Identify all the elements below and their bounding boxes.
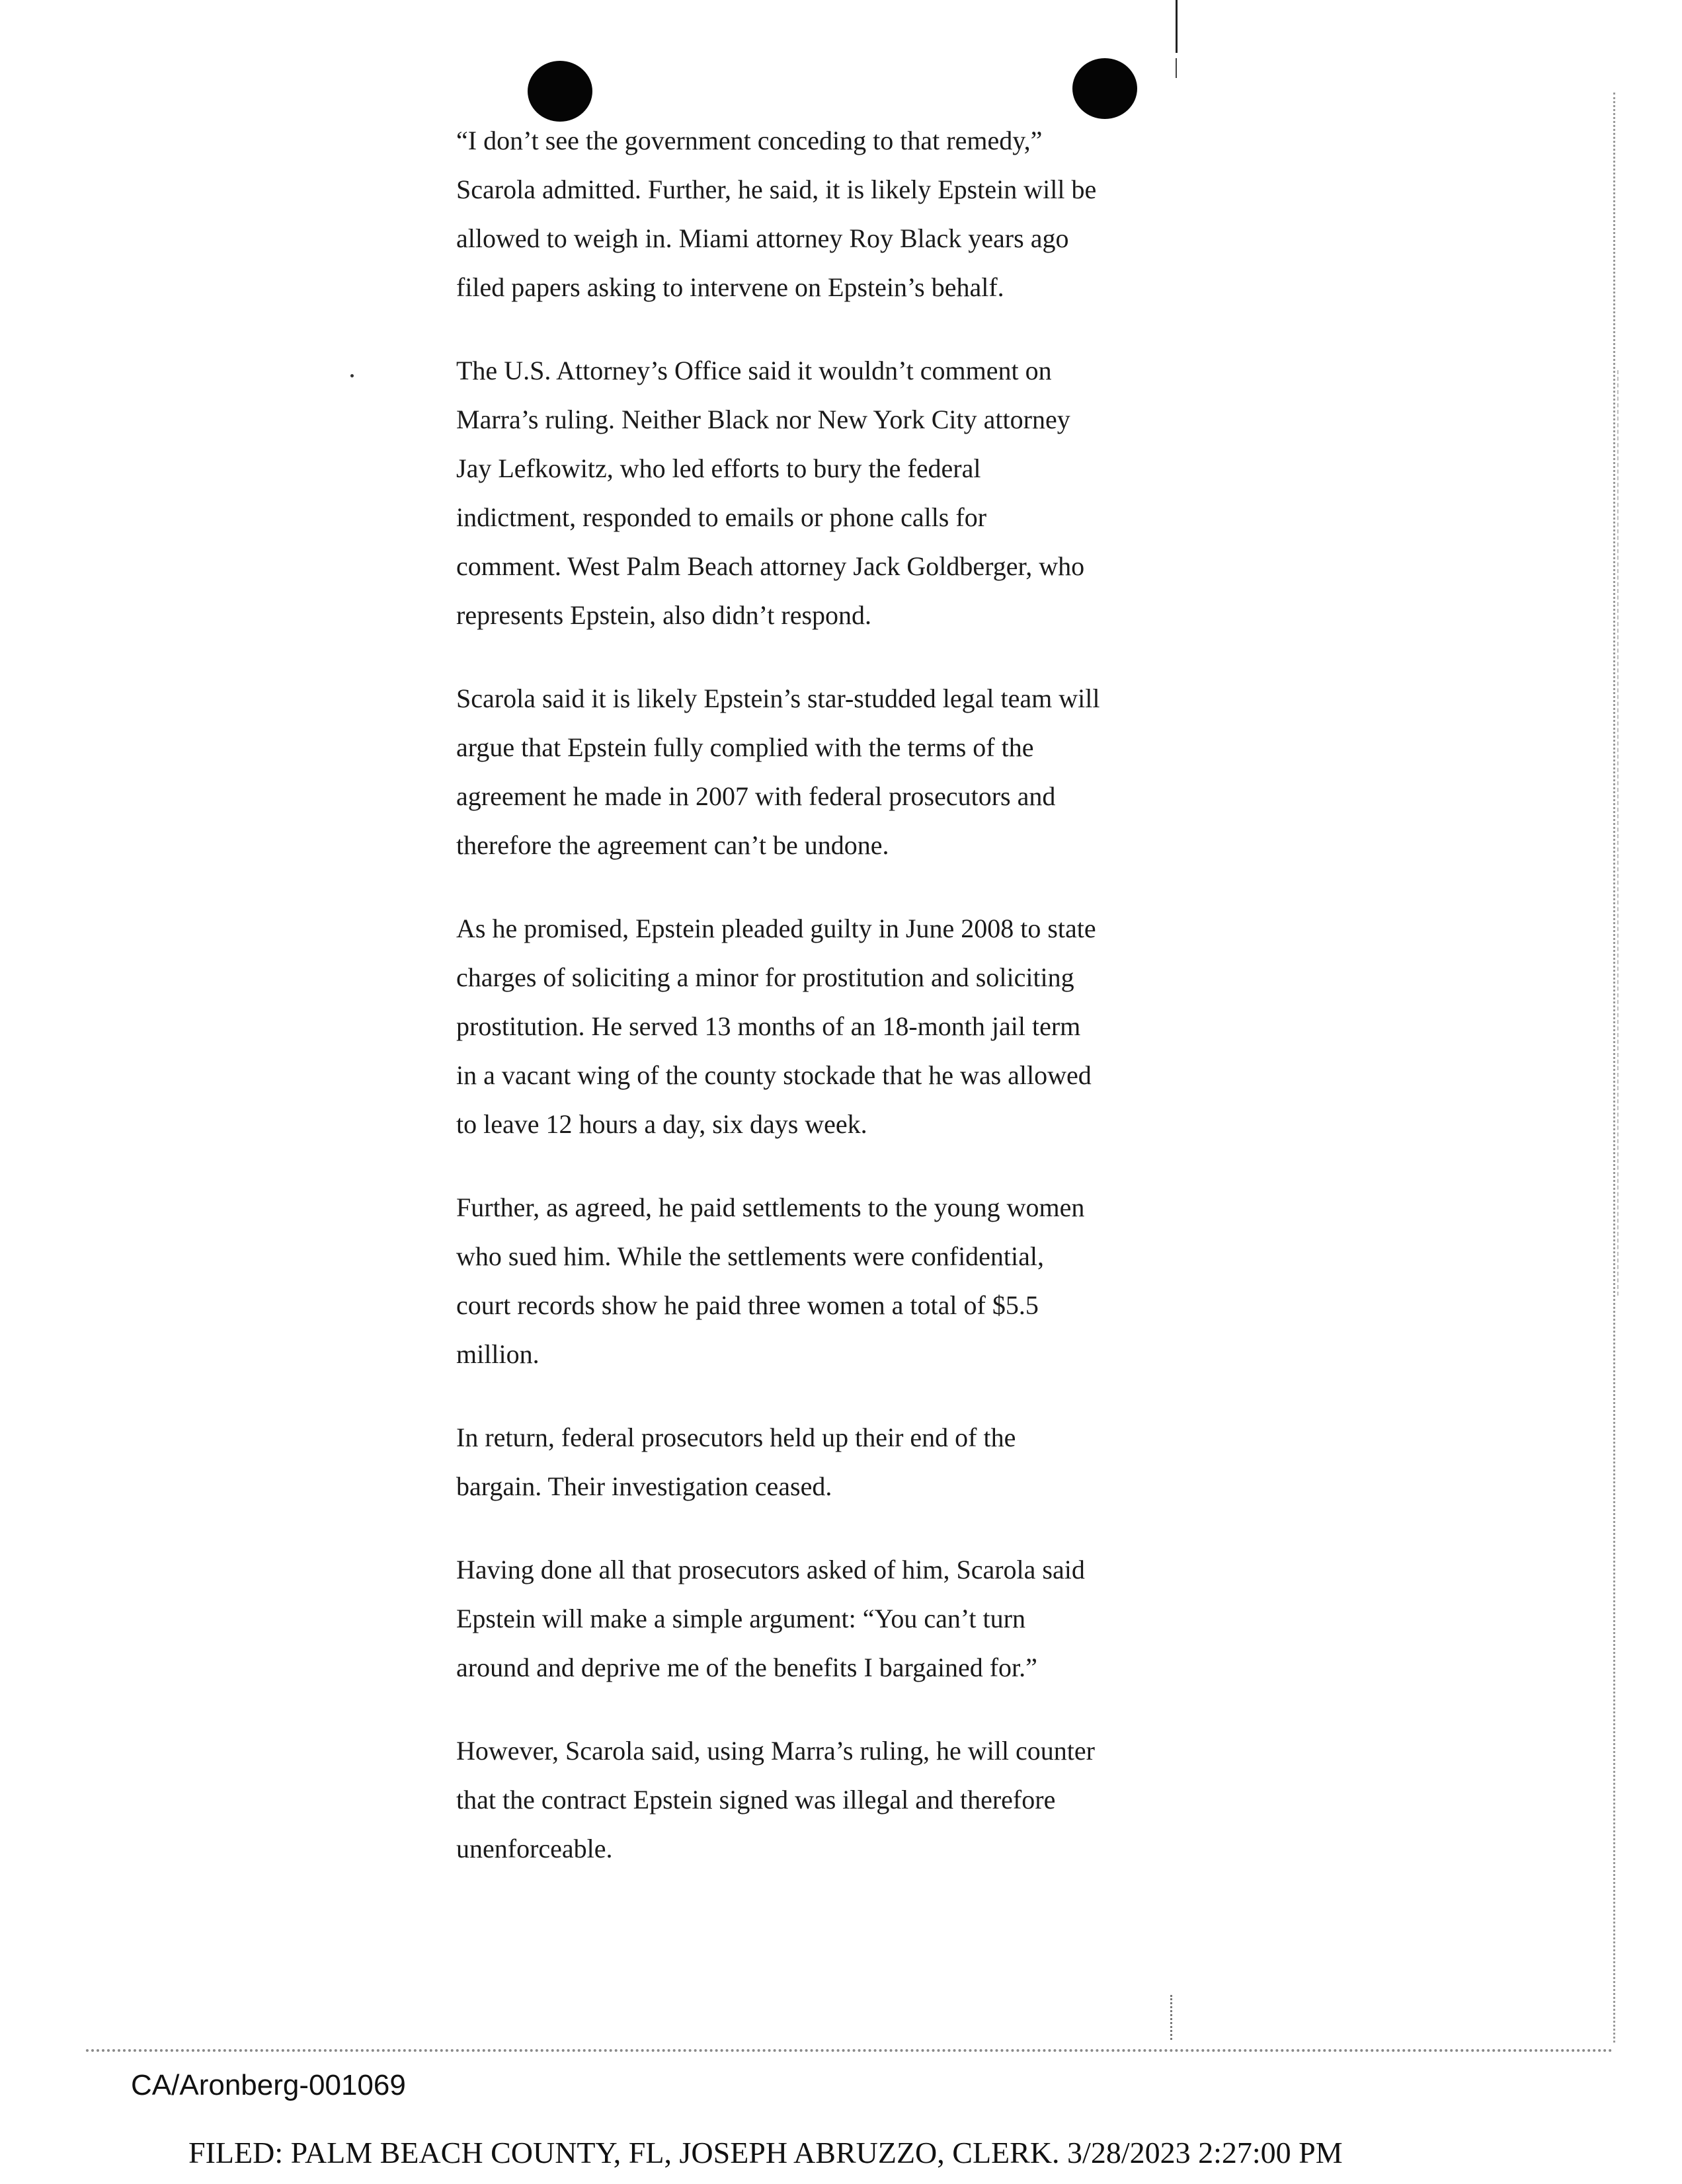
- punch-hole-right: [1072, 58, 1137, 119]
- article-body: [456, 116, 1250, 1908]
- paragraph-8: However, Scarola said, using Marra’s ruling, he will counter that the contract Epstein signed was illegal and therefore unenforceable.: [456, 1736, 1095, 1863]
- paragraph-3: Scarola said it is likely Epstein’s star-studded legal team will argue that Epstein fully complied with the terms of the agreement he made in 2007 with federal prosecutors and therefore the agreement can’t be undone.: [456, 683, 1100, 860]
- scan-artifact-top-line: [1176, 0, 1178, 53]
- scan-artifact-dot: [350, 374, 354, 377]
- paragraph-2: The U.S. Attorney’s Office said it wouldn’t comment on Marra’s ruling. Neither Black nor New York City attorney Jay Lefkowitz, who led efforts to bury the federal indictment, responded to emails or phone calls for comment. West Palm Beach attorney Jack Goldberger, who represents Epstein, also didn’t respond.: [456, 356, 1085, 630]
- scan-artifact-bottom-line: [86, 2049, 1613, 2052]
- paragraph-4: As he promised, Epstein pleaded guilty in June 2008 to state charges of soliciting a minor for prostitution and soliciting prostitution. He served 13 months of an 18-month jail term in a vacant wing of the county stockade that he was allowed to leave 12 hours a day, six days week.: [456, 914, 1096, 1139]
- scan-artifact-right-edge-inner: [1617, 370, 1619, 1296]
- scan-artifact-right-edge: [1613, 93, 1615, 2043]
- paragraph-1: “I don’t see the government conceding to that remedy,” Scarola admitted. Further, he said, it is likely Epstein will be allowed to weigh in. Miami attorney Roy Black years ago filed papers asking to intervene on Epstein’s behalf.: [456, 126, 1097, 302]
- scan-artifact-bottom-mark: [1170, 1995, 1172, 2040]
- paragraph-6: In return, federal prosecutors held up their end of the bargain. Their investigation ceased.: [456, 1423, 1016, 1501]
- punch-hole-left: [528, 61, 592, 122]
- bates-number: CA/Aronberg-001069: [131, 2069, 406, 2101]
- filed-stamp: FILED: PALM BEACH COUNTY, FL, JOSEPH ABRUZZO, CLERK. 3/28/2023 2:27:00 PM: [188, 2136, 1343, 2169]
- paragraph-5: Further, as agreed, he paid settlements to the young women who sued him. While the settlements were confidential, court records show he paid three women a total of $5.5 million.: [456, 1192, 1085, 1369]
- scan-artifact-top-line-lower: [1176, 58, 1177, 78]
- paragraph-7: Having done all that prosecutors asked of him, Scarola said Epstein will make a simple argument: “You can’t turn around and deprive me of the benefits I bargained for.”: [456, 1555, 1085, 1682]
